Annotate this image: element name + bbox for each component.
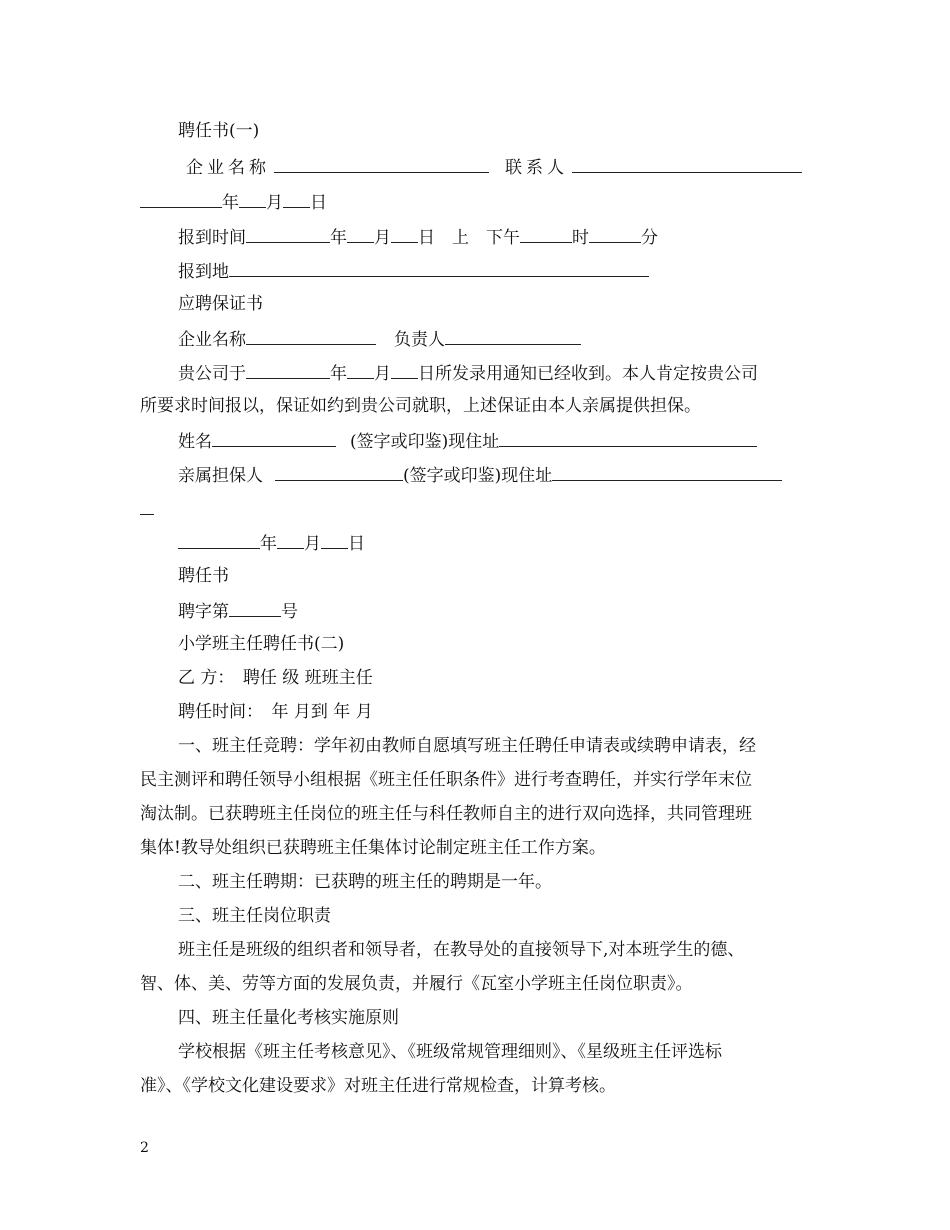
blank-field xyxy=(229,599,281,617)
paragraph-text: 学校根据《班主任考核意见》、《班级常规管理细则》、《星级班主任评选标 xyxy=(178,1042,722,1062)
title-guarantee: 应聘保证书 xyxy=(178,294,263,314)
report-time-line: 报到时间 年 月 日 上 下午 时 分 xyxy=(178,225,848,249)
blank-field xyxy=(246,361,330,379)
blank-field xyxy=(246,225,330,243)
company-responsible-line: 企业名称 负责人 xyxy=(178,327,848,351)
blank-field xyxy=(445,327,581,345)
guarantee-body-1: 贵公司于 年 月 日所发录用通知已经收到。本人肯定按贵公司 xyxy=(178,361,848,385)
blank-field xyxy=(589,225,641,243)
blank-field xyxy=(274,155,489,173)
paragraph-text: 民主测评和聘任领导小组根据《班主任任职条件》进行考查聘任，并实行学年末位 xyxy=(140,770,752,790)
blank-field xyxy=(229,259,649,277)
blank-field xyxy=(499,429,757,447)
company-contact-line: 企业名称 联系人 xyxy=(186,155,856,179)
blank-field xyxy=(275,463,403,481)
guarantor-address-continued xyxy=(140,497,810,521)
paragraph-text: 准》、《学校文化建设要求》对班主任进行常规检查，计算考核。 xyxy=(140,1076,616,1096)
section-heading: 四、班主任量化考核实施原则 xyxy=(178,1008,399,1028)
blank-field xyxy=(391,225,418,243)
appointment-period-line: 聘任时间： 年 月到 年 月 xyxy=(178,702,373,722)
name-address-line: 姓名 (签字或印鉴)现住址 xyxy=(178,429,848,453)
blank-field xyxy=(321,531,348,549)
party-b-line: 乙 方： 聘任 级 班班主任 xyxy=(178,668,373,688)
paragraph-text: 班主任是班级的组织者和领导者，在教导处的直接领导下,对本班学生的德、 xyxy=(178,940,745,960)
paragraph-text: 淘汰制。已获聘班主任岗位的班主任与科任教师自主的进行双向选择，共同管理班 xyxy=(140,804,752,824)
guarantor-address-line: 亲属担保人 (签字或印鉴)现住址 xyxy=(178,463,848,487)
blank-field xyxy=(391,361,418,379)
date-line-2: 年 月 日 xyxy=(178,531,848,555)
title-appointment-2: 小学班主任聘任书(二) xyxy=(178,634,345,654)
blank-field xyxy=(347,361,374,379)
blank-field xyxy=(246,327,376,345)
blank-field xyxy=(552,463,782,481)
blank-field xyxy=(277,531,304,549)
blank-field xyxy=(283,190,310,208)
blank-field xyxy=(140,190,222,208)
page-number: 2 xyxy=(140,1140,149,1156)
blank-field xyxy=(212,429,336,447)
guarantee-body-2: 所要求时间报以，保证如约到贵公司就职，上述保证由本人亲属提供担保。 xyxy=(140,396,701,416)
paragraph-text: 二、班主任聘期：已获聘的班主任的聘期是一年。 xyxy=(178,872,552,892)
blank-field xyxy=(178,531,260,549)
title-appointment: 聘任书 xyxy=(178,566,229,586)
blank-field xyxy=(140,497,154,515)
title-appointment-1: 聘任书(一) xyxy=(178,121,260,141)
blank-field xyxy=(572,155,802,173)
paragraph-text: 集体!教导处组织已获聘班主任集体讨论制定班主任工作方案。 xyxy=(140,838,606,858)
blank-field xyxy=(520,225,572,243)
paragraph-text: 智、体、美、劳等方面的发展负责，并履行《瓦室小学班主任岗位职责》。 xyxy=(140,974,693,994)
date-line-1: 年 月 日 xyxy=(140,190,810,214)
blank-field xyxy=(347,225,374,243)
blank-field xyxy=(239,190,266,208)
appointment-number-line: 聘字第 号 xyxy=(178,599,848,623)
section-heading: 三、班主任岗位职责 xyxy=(178,906,331,926)
report-place-line: 报到地 xyxy=(178,259,848,283)
paragraph-text: 一、班主任竞聘：学年初由教师自愿填写班主任聘任申请表或续聘申请表，经 xyxy=(178,736,756,756)
